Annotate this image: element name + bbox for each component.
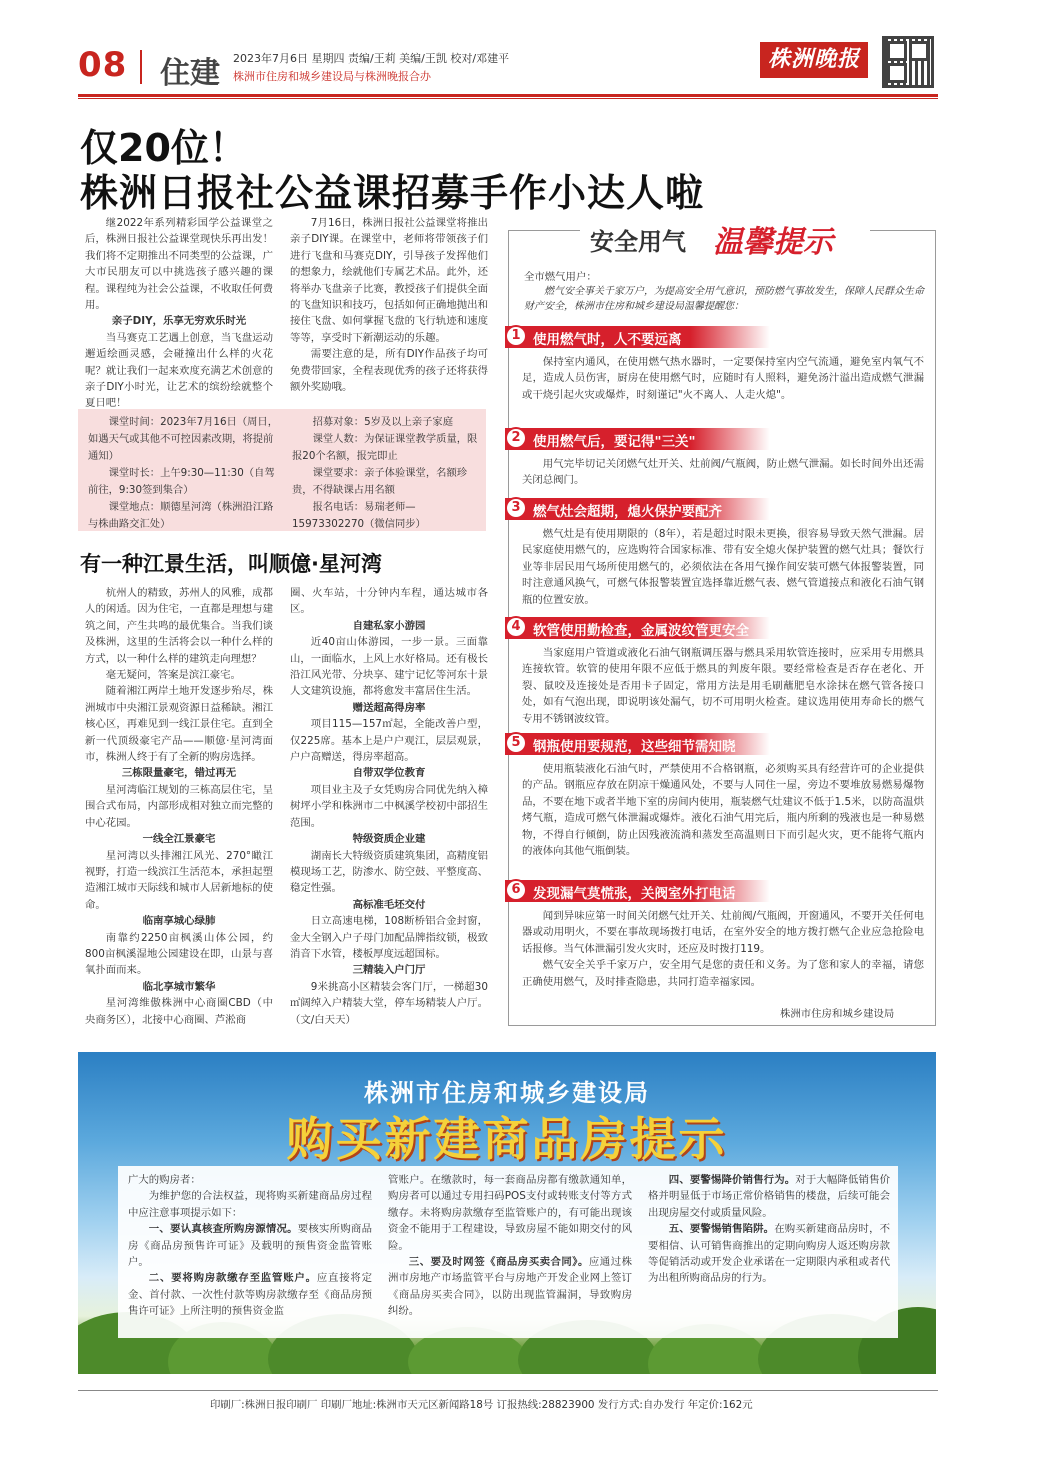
safety-item-banner <box>505 880 770 902</box>
article1-title-line1: 仅20位！ <box>80 126 247 170</box>
subheading: 自带双学位教育 <box>352 767 426 780</box>
paragraph: 使用瓶装液化石油气时，严禁使用不合格钢瓶，必须购买具有经营许可的企业提供的产品。钢瓶应存放在阴凉干燥通风处，不要与人同住一屋，旁边不要堆放易燃易爆物品，不要在地下或者半地下室的房间内使用，瓶装燃气灶建议不低于1.5米，以防高温烘烤气瓶，造成可燃气体泄漏或爆炸。液化石油气用完后，瓶内所剩的残液也是一种易燃物，不得自行倾倒，防止因残液流淌和蒸发至高温则日下而引起火灾，更不能将气瓶内的液体向其他气瓶倒装。 <box>522 763 924 858</box>
article2-column-1 <box>85 585 273 1028</box>
info-item: 报名电话：易瑞老师—15973302270（微信同步） <box>292 501 426 530</box>
paragraph: 管账户。在缴款时，每一套商品房都有缴款通知单，购房者可以通过专用扫码POS支付或转账支付等方式缴存。未将购房款缴存至监管账户的，有可能出现该资金不能用于工程建设，导致房屋不能如期交付的风险。 <box>388 1174 632 1252</box>
subheading: 特级资质企业建 <box>352 833 426 846</box>
paragraph: 三、要及时网签《商品房买卖合同》。应通过株洲市房地产市场监管平台与房地产开发企业网上签订《商品房买卖合同》，以防出现监管漏洞，导致购房纠纷。 <box>388 1256 632 1318</box>
item-number-badge: 5 <box>505 732 527 754</box>
item-heading: 软管使用勤检查，金属波纹管更安全 <box>533 623 749 639</box>
safety-item-banner <box>505 733 770 755</box>
article1-title-line2: 株洲日报社公益课招募手作小达人啦 <box>80 171 705 215</box>
ad-item-lead: 三、要及时网签《商品房买卖合同》。 <box>408 1256 589 1269</box>
paragraph: 当家庭用户管道或液化石油气钢瓶调压器与燃具采用软管连接时，应采用专用燃具连接软管。软管的使用年限不应低于燃具的判废年限。要经常检查是否存在老化、开裂、鼠咬及连接处是否用卡子固定，常用方法是用毛刷蘸肥皂水涂抹在燃气管各接口处，如有气泡出现，即说明该处漏气，切不可用明火检查。建议选用使用寿命长的燃气专用不锈钢波纹管。 <box>522 647 924 725</box>
item-heading: 发现漏气莫慌张，关阀室外打电话 <box>533 886 736 902</box>
safety-intro: 燃气安全事关千家万户，为提高安全用气意识，预防燃气事故发生，保障人民群众生命财产安全，株洲市住房和城乡建设局温馨提醒您： <box>524 286 924 312</box>
safety-item-text <box>522 761 924 859</box>
header-rule <box>78 94 938 97</box>
item-number-badge: 4 <box>505 616 527 638</box>
ad-item-lead: 四、要警惕降价销售行为。 <box>668 1174 796 1186</box>
page-number: 08 <box>78 45 128 85</box>
info-item: 课堂人数：为保证课堂教学质量，限报20个名额，报完即止 <box>292 433 478 462</box>
item-heading: 钢瓶使用要规范，这些细节需知晓 <box>533 739 736 755</box>
safety-greeting: 全市燃气用户： <box>524 271 597 283</box>
paragraph: 星河湾维傲株洲中心商圈CBD（中央商务区），北接中心商圈、芦淞商 <box>85 997 273 1026</box>
paragraph: 燃气灶是有使用期限的（8年），若是超过时限未更换，很容易导致天然气泄漏。居民家庭使用燃气的，应选购符合国家标准、带有安全熄火保护装置的燃气灶具；餐饮行业等非居民用气场所使用燃气的，必须依法在各用气操作间安装可燃气体报警装置，同时注意通风换气，可燃气体报警装置宜选择靠近燃气表、燃气管道接点和液化石油气钢瓶的位置安放。 <box>522 528 924 606</box>
safety-item-text <box>522 645 924 727</box>
paragraph: 二、要将购房款缴存至监管账户。应直接将定金、首付款、一次性付款等购房款缴存至《商品房预售许可证》上所注明的预售资金监 <box>128 1272 373 1318</box>
paragraph: 用气完毕切记关闭燃气灶开关、灶前阀/气瓶阀，防止燃气泄漏。如长时间外出还需关闭总阀门。 <box>522 458 924 487</box>
paragraph: 9米挑高小区精装会客门厅，一梯超30㎡阔绰入户精装大堂，停车场精装人户厅。 （文/白天天） <box>290 980 488 1026</box>
subheading: 临南享城心绿肺 <box>142 915 216 928</box>
ad-column-1 <box>128 1172 372 1320</box>
header-rule-thin <box>78 98 938 99</box>
item-number-badge: 2 <box>505 427 527 449</box>
course-info-right <box>292 414 480 533</box>
info-item: 课堂要求：亲子体验课堂，名额珍贵，不得缺课占用名额 <box>292 467 468 496</box>
article2-column-2 <box>290 585 488 1028</box>
paragraph: 一、要认真核查所购房源情况。要核实所购商品房《商品房预售许可证》及载明的预售资金监管账户。 <box>128 1223 372 1269</box>
safety-title: 安全用气 <box>590 228 686 256</box>
header-divider <box>140 50 142 84</box>
section-name: 住建 <box>160 56 220 91</box>
article2-title: 有一种江景生活，叫顺億·星河湾 <box>80 552 382 576</box>
info-item: 课堂时长：上午9:30—11:30（自驾前往，9:30签到集合） <box>88 467 275 496</box>
safety-item-text <box>522 526 924 608</box>
paragraph: 当马赛克工艺遇上创意，当飞盘运动邂逅绘画灵感，会碰撞出什么样的火花呢？就让我们一起来欢度充满艺术创意的亲子DIY小时光，让艺术的缤纷绘就整个夏日吧！ <box>85 331 273 410</box>
paragraph: 日立高速电梯，108断桥铝合金封窗，金大全钢入户子母门加配品牌指纹锁，极致消音下水管，楼板厚度远超国标。 <box>290 915 488 960</box>
item-number-badge: 6 <box>505 879 527 901</box>
paragraph: 广大的购房者： <box>128 1174 201 1186</box>
ad-item-lead: 一、要认真核查所购房源情况。 <box>148 1223 298 1236</box>
safety-item-banner <box>505 326 770 348</box>
ad-column-3 <box>648 1172 890 1287</box>
paragraph: 杭州人的精致，苏州人的风雅，成都人的闲适。因为住宅，一直都是理想与建筑之间，产生共鸣的最优集合。当我们谈及株洲，这里的生活将会以一种什么样的方式，以一种什么样的建筑走向理想？ <box>85 587 273 665</box>
paragraph: 闻到异味应第一时间关闭燃气灶开关、灶前阀/气瓶阀，开窗通风，不要开关任何电器或动用明火，不要在事故现场拨打电话，在室外安全的地方拨打燃气企业应急抢险电话报修。当气体泄漏引发火灾时，还应及时拨打119。 <box>522 910 924 955</box>
item-heading: 使用燃气后，要记得"三关" <box>533 434 696 450</box>
co-host-line: 株洲市住房和城乡建设局与株洲晚报合办 <box>233 70 431 83</box>
safety-signature: 株洲市住房和城乡建设局 <box>780 1008 895 1020</box>
subheading: 亲子DIY，乐享无穷欢乐时光 <box>111 315 247 328</box>
subheading: 赠送超高得房率 <box>352 701 426 714</box>
paragraph: 为维护您的合法权益，现将购买新建商品房过程中应注意事项提示如下： <box>128 1190 372 1219</box>
newspaper-logo: 株洲晚报 <box>760 42 868 78</box>
ad-column-2 <box>388 1172 632 1320</box>
paragraph: 近40亩山体游园，一步一景。三面靠山，一面临水，上风上水好格局。还有极长沿江风光带、分块享、建宁记忆等河东十景人文建筑设施，都将愈发丰富居住生活。 <box>290 636 488 698</box>
paragraph: 毫无疑问，答案是滨江豪宅。 <box>105 669 241 682</box>
subheading: 临北享城市繁华 <box>142 980 216 993</box>
ad-item-lead: 二、要将购房款缴存至监管账户。 <box>148 1272 317 1285</box>
safety-closing: 燃气安全关乎千家万户，安全用气是您的责任和义务。为了您和家人的幸福，请您正确使用燃气，及时排查隐患，共同打造幸福家园。 <box>522 959 924 988</box>
paragraph: 星河湾以头排湘江风光、270°瞰江视野，打造一线滨江生活范本，承担起塑造湘江城市天际线和城市人居新地标的使命。 <box>85 849 273 911</box>
paragraph: 湖南长大特级资质建筑集团，高精度铝模现场工艺，防渗水、防空鼓、平整度高、稳定性强。 <box>290 849 488 895</box>
paragraph: 随着湘江两岸土地开发逐步殆尽，株洲城市中央湘江景观资源日益稀缺。湘江核心区，再难见到一线江景住宅。直到全新一代顶级豪宅产品——顺億·星河湾面市，株洲人终于有了全新的购房选择。 <box>85 685 273 764</box>
safety-item-text <box>522 908 924 990</box>
paragraph: 保持室内通风，在使用燃气热水器时，一定要保持室内空气流通，避免室内氧气不足，造成人员伤害，厨房在使用燃气时，应随时有人照料，避免汤汁溢出造成燃气泄漏或干烧引起火灾或爆炸，时刻谨记"火不离人、人走火熄"。 <box>522 356 924 401</box>
article1-column-1 <box>85 215 273 412</box>
paragraph: 五、要警惕销售陷阱。在购买新建商品房时，不要相信、认可销售商推出的定期向购房人返还购房款等促销活动或开发企业承诺在一定期限内承租或者代为出租所购商品房的行为。 <box>648 1223 890 1285</box>
subheading: 三精装入户门厅 <box>352 964 426 977</box>
course-info-left <box>88 414 278 533</box>
safety-item-text <box>522 354 924 403</box>
paragraph: 星河湾临江规划的三栋高层住宅，呈围合式布局，内部形成相对独立而完整的中心花园。 <box>85 783 273 829</box>
paragraph: 圈、火车站，十分钟内车程，通达城市各区。 <box>290 587 488 616</box>
paragraph: 四、要警惕降价销售行为。对于大幅降低销售价格并明显低于市场正常价格销售的楼盘，后续可能会出现房屋交付或质量风险。 <box>648 1174 891 1219</box>
safety-item-banner <box>505 498 770 520</box>
qr-code-icon <box>882 36 934 88</box>
item-heading: 使用燃气时，人不要远离 <box>533 332 682 348</box>
safety-item-banner <box>505 428 770 450</box>
info-item: 课堂地点：顺德星河湾（株洲沿江路与株曲路交汇处） <box>88 501 274 530</box>
article1-column-2 <box>290 215 488 395</box>
subheading: 自建私家小游园 <box>352 619 426 632</box>
subheading: 高标准毛坯交付 <box>352 898 426 911</box>
print-info-footer: 印刷厂:株洲日报印刷厂 印刷厂地址:株洲市天元区新闻路18号 订报热线:28823900 发行方式:自办发行 年定价:162元 <box>210 1399 753 1411</box>
paragraph: 需要注意的是，所有DIY作品孩子均可免费带回家，全程表现优秀的孩子还将获得额外奖励哦。 <box>290 348 488 394</box>
item-heading: 燃气灶会超期，熄火保护要配齐 <box>533 504 722 520</box>
paragraph: 南靠约2250亩枫溪山体公园，约800亩枫溪湿地公园建设在即，山景与喜氧扑面而来。 <box>85 931 273 977</box>
item-number-badge: 3 <box>505 497 527 519</box>
paragraph: 项目业主及子女凭购房合同优先纳入樟树坪小学和株洲市二中枫溪学校初中部招生范围。 <box>290 783 488 829</box>
subheading: 三栋限量豪宅，错过再无 <box>121 767 237 780</box>
item-number-badge: 1 <box>505 325 527 347</box>
safety-item-text <box>522 456 924 489</box>
info-item: 招募对象：5岁及以上亲子家庭 <box>312 416 454 428</box>
paragraph: 项目115—157㎡起，全能改善户型，仅225席。基本上是户户观江，层层观景，户户高赠送，得房率超高。 <box>290 718 488 764</box>
safety-item-banner <box>505 617 770 639</box>
paragraph: 继2022年系列精彩国学公益课堂之后，株洲日报社公益课堂现快乐再出发！我们将不定期推出不同类型的公益课，广大市民朋友可以中挑选孩子感兴趣的课程。课程纯为社会公益课，不收取任何费用。 <box>85 217 273 312</box>
footer-rule <box>78 1390 938 1391</box>
subheading: 一线全江景豪宅 <box>142 833 216 846</box>
ad-subtitle: 株洲市住房和城乡建设局 <box>364 1079 650 1107</box>
info-item: 课堂时间：2023年7月16日（周日，如遇天气或其他不可控因素改期，将提前通知） <box>88 416 279 462</box>
paragraph: 7月16日，株洲日报社公益课堂将推出亲子DIY课。在课堂中，老师将带领孩子们进行飞盘和马赛克DIY，引导孩子发挥他们的想象力，绘就他们专属艺术品。此外，还将举办飞盘亲子比赛，教授孩子们提供全面的飞盘知识和技巧，包括如何正确地抛出和接住飞盘、如何掌握飞盘的飞行轨迹和速度等等，享受时下新潮运动的乐趣。 <box>290 217 488 344</box>
ad-title: 购买新建商品房提示 <box>286 1112 728 1166</box>
editor-meta: 2023年7月6日 星期四 责编/王莉 美编/王凯 校对/邓建平 <box>233 52 510 65</box>
safety-title-accent: 温馨提示 <box>713 225 833 260</box>
ad-item-lead: 五、要警惕销售陷阱。 <box>668 1223 775 1236</box>
